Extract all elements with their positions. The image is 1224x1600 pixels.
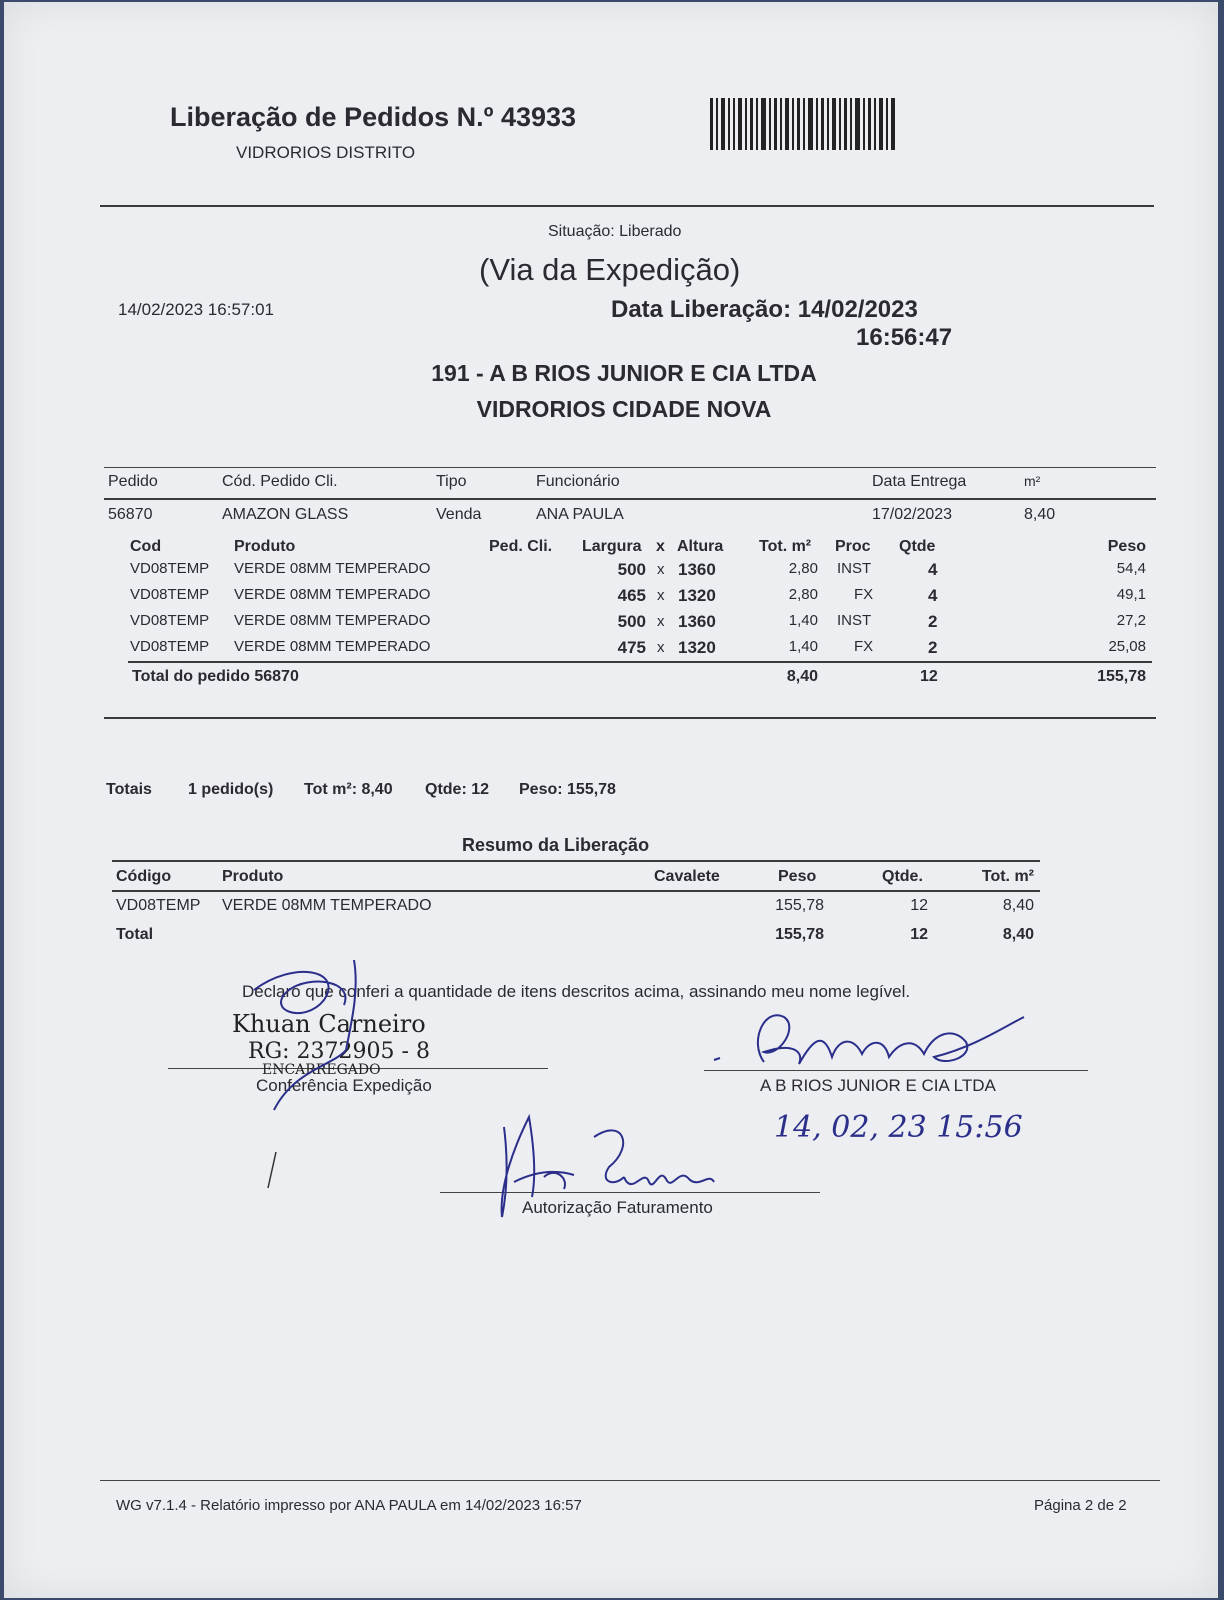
- item-tot-m2: 2,80: [788, 586, 818, 603]
- item-cod: VD08TEMP: [130, 586, 210, 603]
- order-total-peso: 155,78: [1097, 668, 1146, 685]
- divider: [104, 467, 1156, 468]
- footer-divider: [100, 1480, 1160, 1481]
- item-qtde: 2: [928, 612, 938, 631]
- client-order-code: AMAZON GLASS: [222, 506, 349, 523]
- summary-qtde: 12: [910, 897, 928, 914]
- stamp-role: ENCARREGADO: [262, 1062, 381, 1078]
- client-name: 191 - A B RIOS JUNIOR E CIA LTDA: [431, 360, 817, 386]
- summary-produto: VERDE 08MM TEMPERADO: [222, 897, 432, 914]
- totals-pedidos: 1 pedido(s): [188, 781, 274, 798]
- divider: [104, 717, 1156, 719]
- status-text: Situação: Liberado: [548, 223, 682, 240]
- stamp-name: Khuan Carneiro: [232, 1010, 426, 1038]
- delivery-date: 17/02/2023: [872, 506, 953, 523]
- stamp-rg: RG: 2372905 - 8: [248, 1039, 430, 1064]
- item-x: x: [657, 639, 665, 656]
- item-largura: 465: [617, 586, 646, 605]
- item-qtde: 4: [928, 560, 938, 579]
- item-tot-m2: 1,40: [788, 638, 818, 655]
- summary-col-peso: Peso: [778, 868, 817, 885]
- pen-mark: [266, 1152, 286, 1192]
- col-ped-cli: Ped. Cli.: [489, 538, 553, 555]
- item-cod: VD08TEMP: [130, 638, 210, 655]
- item-x: x: [657, 613, 665, 630]
- order-total-qtde: 12: [920, 668, 938, 685]
- declaration-text: Declaro que conferi a quantidade de itens descritos acima, assinando meu nome legível.: [242, 982, 911, 1001]
- item-peso: 49,1: [1116, 586, 1146, 603]
- col-proc: Proc: [835, 538, 871, 555]
- summary-total-label: Total: [116, 926, 154, 943]
- col-qtde: Qtde: [899, 538, 936, 555]
- document-page: [4, 2, 1218, 1598]
- col-funcionario: Funcionário: [536, 473, 620, 490]
- conferencia-label: Conferência Expedição: [256, 1076, 432, 1095]
- divider: [104, 498, 1156, 500]
- client-signature-label: A B RIOS JUNIOR E CIA LTDA: [760, 1076, 996, 1095]
- order-number: 56870: [108, 506, 153, 523]
- item-qtde: 4: [928, 586, 938, 605]
- col-m2: m²: [1024, 473, 1041, 489]
- col-altura: Altura: [677, 538, 724, 555]
- summary-total-tot-m2: 8,40: [1002, 926, 1034, 943]
- via-label: (Via da Expedição): [479, 252, 741, 287]
- totals-label: Totais: [106, 781, 152, 798]
- item-produto: VERDE 08MM TEMPERADO: [234, 586, 431, 603]
- company-name: VIDRORIOS DISTRITO: [236, 143, 416, 162]
- item-proc: FX: [854, 586, 874, 603]
- item-peso: 25,08: [1108, 638, 1146, 655]
- autorizacao-signature: [484, 1107, 724, 1227]
- item-produto: VERDE 08MM TEMPERADO: [234, 612, 431, 629]
- item-peso: 27,2: [1116, 612, 1146, 629]
- item-proc: INST: [837, 612, 872, 629]
- col-pedido: Pedido: [108, 473, 158, 490]
- summary-col-codigo: Código: [116, 868, 172, 885]
- divider: [100, 205, 1154, 207]
- page-number: Página 2 de 2: [1034, 1497, 1127, 1514]
- item-tot-m2: 2,80: [788, 560, 818, 577]
- summary-title: Resumo da Liberação: [462, 835, 650, 855]
- totals-qtde: Qtde: 12: [425, 781, 490, 798]
- item-produto: VERDE 08MM TEMPERADO: [234, 560, 431, 577]
- col-tot-m2: Tot. m²: [759, 538, 812, 555]
- item-largura: 500: [617, 612, 646, 631]
- client-store: VIDRORIOS CIDADE NOVA: [476, 396, 772, 422]
- summary-total-qtde: 12: [910, 926, 928, 943]
- divider: [112, 890, 1040, 892]
- conferencia-signature: [234, 950, 404, 1080]
- item-largura: 475: [617, 638, 646, 657]
- col-cod-pedido-cli: Cód. Pedido Cli.: [222, 473, 338, 490]
- printed-timestamp: 14/02/2023 16:57:01: [118, 300, 274, 319]
- summary-codigo: VD08TEMP: [116, 897, 201, 914]
- release-time: 16:56:47: [856, 324, 953, 351]
- handwritten-date: 14, 02, 23 15:56: [774, 1110, 1023, 1145]
- item-cod: VD08TEMP: [130, 612, 210, 629]
- item-peso: 54,4: [1116, 560, 1146, 577]
- col-largura: Largura: [582, 538, 642, 555]
- item-altura: 1320: [678, 638, 716, 657]
- item-x: x: [657, 587, 665, 604]
- item-altura: 1320: [678, 586, 716, 605]
- col-produto: Produto: [234, 538, 296, 555]
- release-date: Data Liberação: 14/02/2023: [611, 296, 918, 323]
- col-cod: Cod: [130, 538, 162, 555]
- summary-col-cavalete: Cavalete: [654, 868, 720, 885]
- order-total-label: Total do pedido 56870: [132, 668, 299, 685]
- totals-peso: Peso: 155,78: [519, 781, 616, 798]
- order-m2: 8,40: [1024, 506, 1056, 523]
- order-type: Venda: [436, 506, 482, 523]
- employee: ANA PAULA: [536, 506, 624, 523]
- item-x: x: [657, 561, 665, 578]
- item-qtde: 2: [928, 638, 938, 657]
- col-tipo: Tipo: [436, 473, 467, 490]
- barcode-icon: [710, 98, 896, 150]
- item-proc: INST: [837, 560, 872, 577]
- summary-peso: 155,78: [775, 897, 824, 914]
- col-data-entrega: Data Entrega: [872, 473, 967, 490]
- summary-tot-m2: 8,40: [1002, 897, 1034, 914]
- document-title: Liberação de Pedidos N.º 43933: [170, 102, 577, 132]
- divider: [112, 860, 1040, 862]
- footer-left: WG v7.1.4 - Relatório impresso por ANA PAULA em 14/02/2023 16:57: [116, 1497, 582, 1514]
- col-peso: Peso: [1107, 538, 1146, 555]
- divider: [128, 661, 1152, 663]
- summary-col-qtde: Qtde.: [882, 868, 923, 885]
- summary-col-produto: Produto: [222, 868, 284, 885]
- item-altura: 1360: [678, 560, 716, 579]
- autorizacao-label: Autorização Faturamento: [522, 1198, 713, 1217]
- item-produto: VERDE 08MM TEMPERADO: [234, 638, 431, 655]
- item-tot-m2: 1,40: [788, 612, 818, 629]
- item-largura: 500: [617, 560, 646, 579]
- item-proc: FX: [854, 638, 874, 655]
- order-total-m2: 8,40: [786, 668, 818, 685]
- item-altura: 1360: [678, 612, 716, 631]
- col-x: x: [656, 538, 665, 555]
- summary-total-peso: 155,78: [775, 926, 824, 943]
- summary-col-tot-m2: Tot. m²: [981, 868, 1034, 885]
- item-cod: VD08TEMP: [130, 560, 210, 577]
- client-signature: [704, 1002, 1034, 1082]
- totals-m2: Tot m²: 8,40: [304, 781, 393, 798]
